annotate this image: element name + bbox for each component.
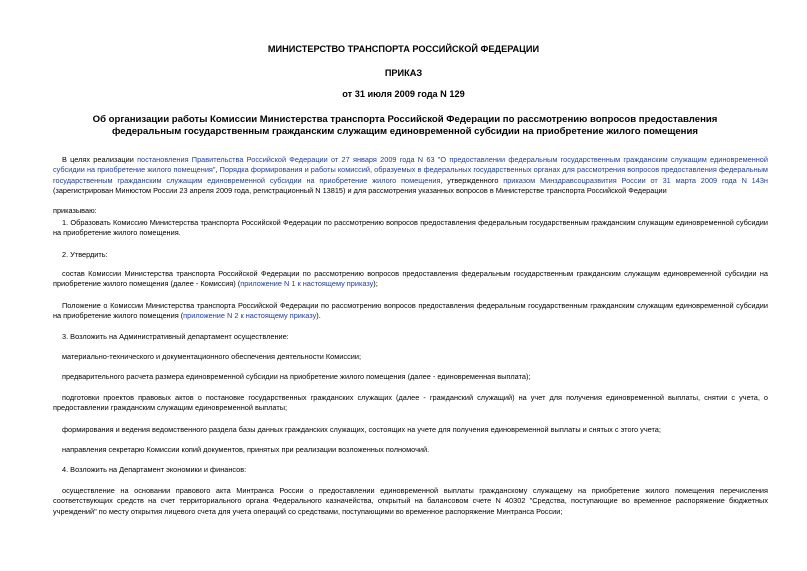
document-type: ПРИКАЗ (384, 68, 423, 78)
preamble-text: , утвержденного (440, 175, 504, 185)
document-title: Об организации работы Комиссии Министерства транспорта Российской Федерации по рассмотрению вопросов предоставления федеральным государственным гражданским служащим единовременной субсидии на приобретение жилого помещения (92, 114, 718, 137)
item-2a-text: состав Комиссии Министерства транспорта Российской Федерации по рассмотрению вопросов предоставления федеральным государственным гражданским служащим единовременной субсидии на приобретение жилого помещения (далее - Комиссия) ( (53, 269, 768, 289)
item-3c-paragraph: подготовки проектов правовых актов о постановке государственных гражданских служащих (далее - гражданский служащий) на учет для получения единовременной выплаты, снятии с учета, о предоставлении гражданским служащим единовременной выплаты; (53, 393, 768, 413)
link-appendix-2[interactable]: приложение N 2 к настоящему приказу (183, 311, 317, 321)
item-3-paragraph: 3. Возложить на Административный департамент осуществление: (62, 332, 289, 341)
item-2b-text: Положение о Комиссии Министерства транспорта Российской Федерации по рассмотрению вопросов предоставления федеральным государственным гражданским служащим единовременной субсидии на приобретение жилого помещения ( (53, 301, 768, 321)
preamble-text: (зарегистрирован Минюстом России 23 апреля 2009 года, регистрационный N 13815) и для рассмотрения указанных вопросов в Министерстве транспорта Российской Федерации (53, 186, 667, 196)
item-2a-tail: ); (373, 279, 378, 289)
preamble-text: , (215, 165, 220, 175)
document-date-number: от 31 июля 2009 года N 129 (342, 89, 465, 99)
item-2b-paragraph (53, 301, 768, 322)
item-3d-paragraph: формирования и ведения ведомственного раздела базы данных гражданских служащих, состоящих на учете для получения единовременной выплаты и снятых с этого учета; (62, 425, 661, 434)
item-1-paragraph: 1. Образовать Комиссию Министерства транспорта Российской Федерации по рассмотрению вопросов предоставления федеральным государственным гражданским служащим единовременной субсидии на приобретение жилого помещения. (53, 218, 768, 238)
item-2-paragraph: 2. Утвердить: (62, 250, 108, 259)
prikazyvayu-text: приказываю: (53, 206, 97, 215)
ministry-heading: МИНИСТЕРСТВО ТРАНСПОРТА РОССИЙСКОЙ ФЕДЕРАЦИИ (267, 44, 540, 54)
item-2b-tail: ). (316, 311, 321, 321)
link-commission-procedure[interactable]: Порядка формирования и работы комиссий, образуемых в федеральных государственных органах для рассмотрения вопросов предоставления федеральным государственным гражданским служащим единовременной субсидии на приобретение жилого помещения (53, 165, 768, 185)
item-4a-paragraph: осуществление на основании правового акта Минтранса России о предоставлении единовременной выплаты гражданскому служащему на приобретение жилого помещения перечисления соответствующих средств на счет территориального органа Федерального казначейства, открытый на балансовом счете N 40302 "Средства, поступающие во временное распоряжение бюджетных учреждений" по месту открытия лицевого счета для учета операций со средствами, поступающими во временное распоряжение Минтранса России; (53, 486, 768, 516)
item-4-paragraph: 4. Возложить на Департамент экономики и финансов: (62, 465, 247, 474)
item-2a-paragraph (53, 269, 768, 290)
item-3a-paragraph: материально-технического и документационного обеспечения деятельности Комиссии; (62, 352, 361, 361)
item-3b-paragraph: предварительного расчета размера единовременной субсидии на приобретение жилого помещения (далее - единовременная выплата); (62, 372, 531, 381)
preamble-paragraph (53, 155, 768, 197)
link-government-resolution[interactable]: постановления Правительства Российской Федерации от 27 января 2009 года N 63 "О предоставлении федеральным государственным гражданским служащим единовременной субсидии на приобретение жилого помещения" (53, 155, 768, 175)
link-appendix-1[interactable]: приложение N 1 к настоящему приказу (240, 279, 374, 289)
preamble-text: В целях реализации (62, 155, 138, 164)
link-minzdrav-order[interactable]: приказом Минздравсоцразвития России от 31 марта 2009 года N 143н (503, 175, 768, 185)
item-3e-paragraph: направления секретарю Комиссии копий документов, принятых при реализации возложенных полномочий. (62, 445, 430, 454)
